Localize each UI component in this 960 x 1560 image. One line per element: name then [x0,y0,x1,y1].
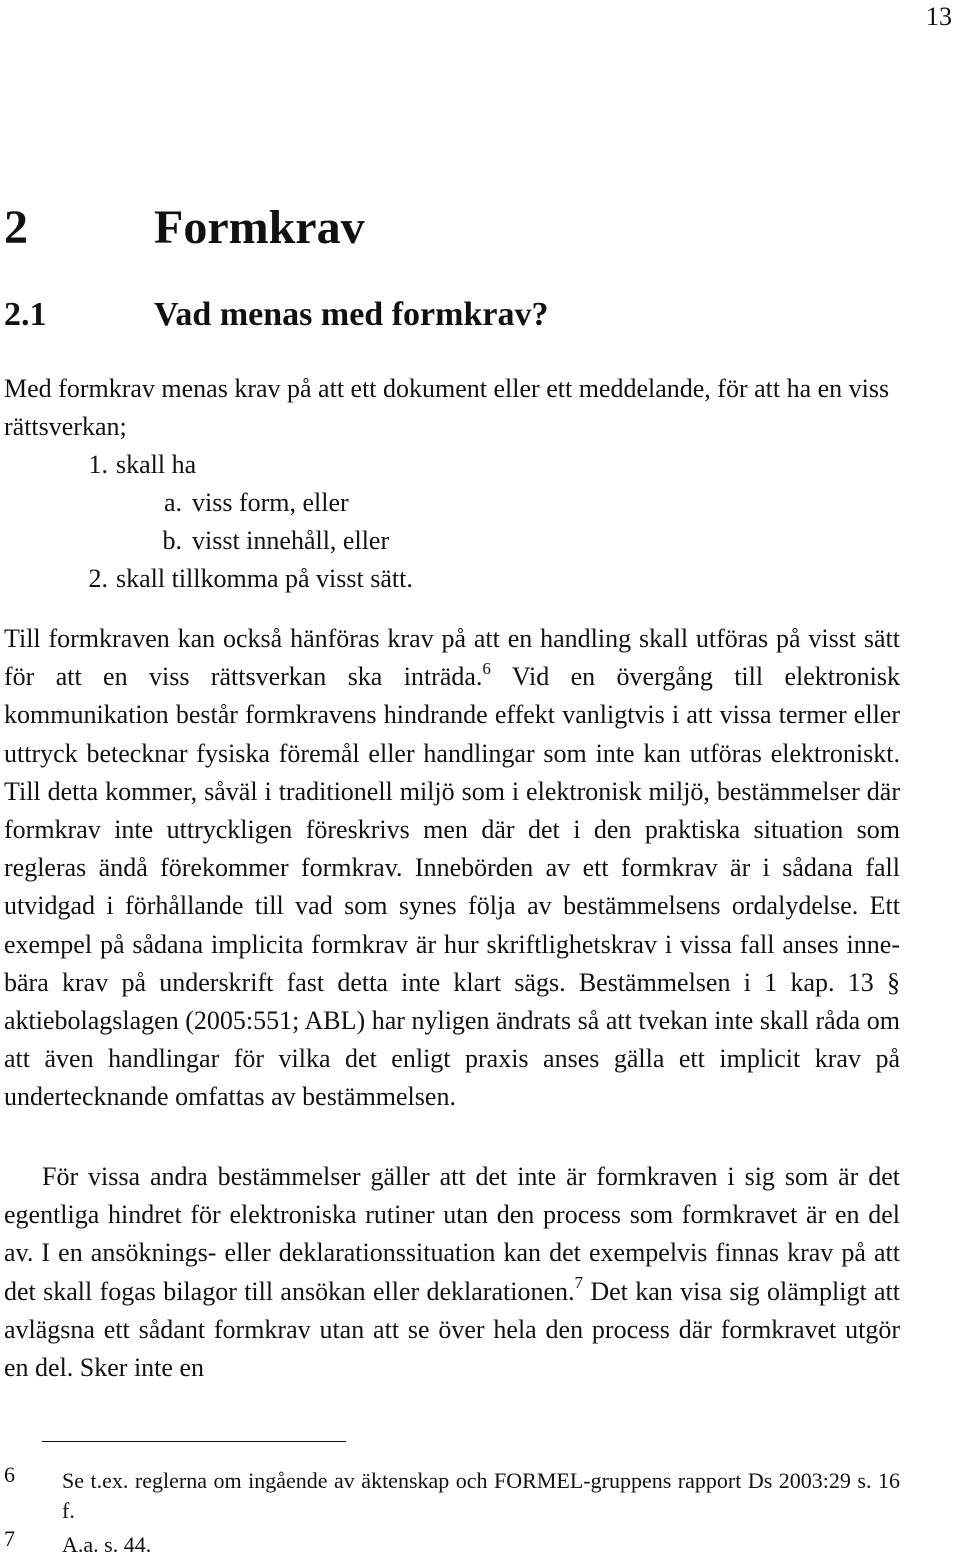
list-item [70,446,196,484]
list-item [130,522,389,560]
body-paragraph-2 [4,1158,900,1387]
paragraph-2-part-1: För vissa andra bestämmelser gäller att det inte är formkraven i sig som är det egentliga hindret för elektroniska rutiner utan den process som formkravet är en del av. I en ansöknings- eller deklarationssituation kan det exempelvis finnas krav på att det skall fogas bilagor till ansökan eller deklarationen. [4,1162,900,1306]
list-text: skall tillkomma på visst sätt. [116,564,413,593]
paragraph-1-part-2: Vid en övergång till elektronisk kommunikation består formkravens hindrande effekt vanligtvis i att vissa termer eller uttryck betecknar fysiska föremål eller handlingar som inte kan utföras elektroniskt. Till detta kommer, såväl i traditionell miljö som i elektronisk miljö, bestämmelser där formkrav inte uttryckligen föreskrivs men där det i den praktiska situation som regleras ändå förekommer formkrav. Innebörden av ett formkrav är i sådana fall utvidgad i förhållande till vad som synes följa av bestämmelsens ordalydelse. Ett exempel på sådana implicita formkrav är hur skriftlighetskrav i vissa fall anses innebära krav på underskrift fast detta inte klart sägs. Bestämmelsen i 1 kap. 13 § aktiebolagslagen (2005:551; ABL) har nyligen ändrats så att tvekan inte skall råda om att även handlingar för vilka det enligt praxis anses gälla ett implicit krav på undertecknande omfattas av bestämmelsen. [4,662,901,1112]
list-item [70,560,413,598]
chapter-number: 2 [4,201,28,254]
page-number: 13 [926,2,952,31]
footnote-separator [42,1441,346,1442]
intro-paragraph: Med formkrav menas krav på att ett dokument eller ett meddelande, för att ha en viss rättsverkan; [4,374,890,441]
body-paragraph-1 [4,620,900,1117]
paragraph-2-part-2: Det kan visa sig olämpligt att avlägsna ett sådant formkrav utan att se över hela den process där formkravet utgör en del. Sker inte en [4,1276,900,1383]
chapter-title: Formkrav [154,201,365,254]
section-heading [4,296,548,334]
list-marker: b. [162,526,182,555]
list-marker: 1. [88,450,108,479]
list-item [130,484,349,522]
paragraph-1-part-1: Till formkraven kan också hänföras krav på att en handling skall utföras på visst sätt för att en viss rättsverkan ska inträda. [4,624,900,692]
chapter-heading [4,200,365,255]
list-text: skall ha [116,450,197,479]
list-text: visst innehåll, eller [192,526,390,555]
section-number: 2.1 [4,296,47,333]
list-marker: 2. [88,564,108,593]
list-marker: a. [163,488,182,517]
footnote-number: 7 [4,1526,15,1551]
footnote-text: Se t.ex. reglerna om ingående av äktenskap och FORMEL-gruppens rapport Ds 2003:29 s. 16 f. [62,1468,900,1523]
list-text: viss form, eller [192,488,349,517]
footnote-text: A.a. s. 44. [62,1532,152,1557]
footnote-ref-6[interactable]: 6 [482,658,491,678]
footnote-ref-7[interactable]: 7 [574,1272,583,1292]
section-title: Vad menas med formkrav? [154,296,549,333]
footnote-number: 6 [4,1462,15,1487]
